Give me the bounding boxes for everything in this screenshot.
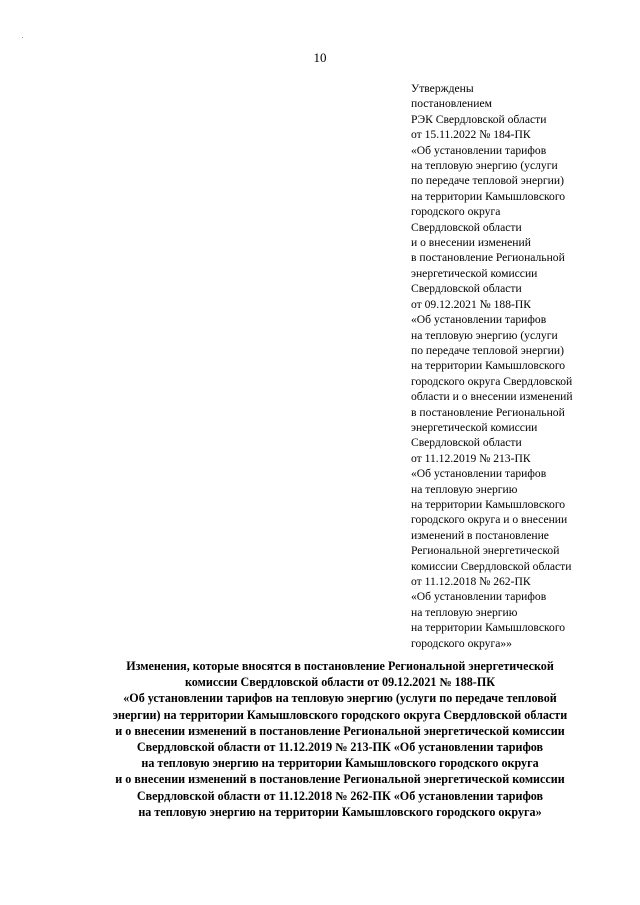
approval-line: «Об установлении тарифов — [411, 467, 547, 481]
approval-line: на территории Камышловского — [411, 359, 566, 373]
approval-line: от 15.11.2022 № 184-ПК — [411, 128, 531, 142]
approval-line: городского округа — [411, 205, 501, 219]
approval-line: «Об установлении тарифов — [411, 590, 547, 604]
approval-block — [411, 81, 633, 651]
approval-line: городского округа Свердловской — [411, 374, 573, 388]
title-line: на тепловую энергию на территории Камышловского городского округа» — [138, 804, 542, 819]
approval-line: в постановление Региональной — [411, 251, 565, 265]
approval-line: РЭК Свердловской области — [411, 112, 547, 126]
approval-line: «Об установлении тарифов — [411, 143, 547, 157]
title-line: Изменения, которые вносятся в постановление Региональной энергетической — [126, 659, 554, 673]
approval-line: Региональной энергетической — [411, 544, 560, 558]
approval-line: Свердловской области — [411, 436, 522, 450]
approval-line: энергетической комиссии — [411, 420, 538, 434]
approval-line: на территории Камышловского — [411, 497, 566, 511]
title-line: Свердловской области от 11.12.2018 № 262-ПК «Об установлении тарифов — [136, 788, 544, 803]
scan-speck — [22, 37, 23, 38]
title-line: энергии) на территории Камышловского городского округа Свердловской области — [112, 707, 568, 722]
approval-line: городского округа и о внесении — [411, 513, 568, 527]
approval-line: энергетической комиссии — [411, 266, 538, 280]
approval-line: от 11.12.2019 № 213-ПК — [411, 451, 531, 465]
approval-line: по передаче тепловой энергии) — [411, 174, 564, 188]
approval-line: на тепловую энергию (услуги — [411, 159, 558, 173]
approval-line: от 09.12.2021 № 188-ПК — [411, 297, 531, 311]
approval-line: по передаче тепловой энергии) — [411, 343, 564, 357]
approval-line: комиссии Свердловской области — [411, 559, 572, 573]
approval-line: Свердловской области — [411, 220, 522, 234]
approval-line: в постановление Региональной — [411, 405, 565, 419]
approval-line: на тепловую энергию — [411, 605, 518, 619]
approval-line: на территории Камышловского — [411, 189, 566, 203]
title-line: и о внесении изменений в постановление Региональной энергетической комиссии — [115, 723, 565, 738]
changes-title — [60, 658, 620, 820]
approval-line: изменений в постановление — [411, 528, 549, 542]
page-number: 10 — [313, 50, 327, 65]
approval-line: и о внесении изменений — [411, 236, 531, 250]
approval-line: области и о внесении изменений — [411, 390, 573, 404]
title-line: комиссии Свердловской области от 09.12.2021 № 188-ПК — [184, 675, 495, 690]
approval-line: на тепловую энергию — [411, 482, 518, 496]
approval-line: Свердловской области — [411, 282, 522, 296]
approval-line: «Об установлении тарифов — [411, 313, 547, 327]
approval-line: постановлением — [411, 97, 492, 111]
approval-line: на тепловую энергию (услуги — [411, 328, 558, 342]
title-line: и о внесении изменений в постановление Региональной энергетической комиссии — [115, 772, 565, 787]
approval-line: от 11.12.2018 № 262-ПК — [411, 575, 531, 588]
approval-line: городского округа»» — [411, 636, 512, 650]
approval-line: на территории Камышловского — [411, 621, 566, 635]
title-line: «Об установлении тарифов на тепловую энергию (услуги по передаче тепловой — [123, 691, 557, 706]
approval-line: Утверждены — [411, 82, 474, 95]
title-line: Свердловской области от 11.12.2019 № 213-ПК «Об установлении тарифов — [136, 740, 544, 755]
title-line: на тепловую энергию на территории Камышловского городского округа — [141, 756, 539, 771]
